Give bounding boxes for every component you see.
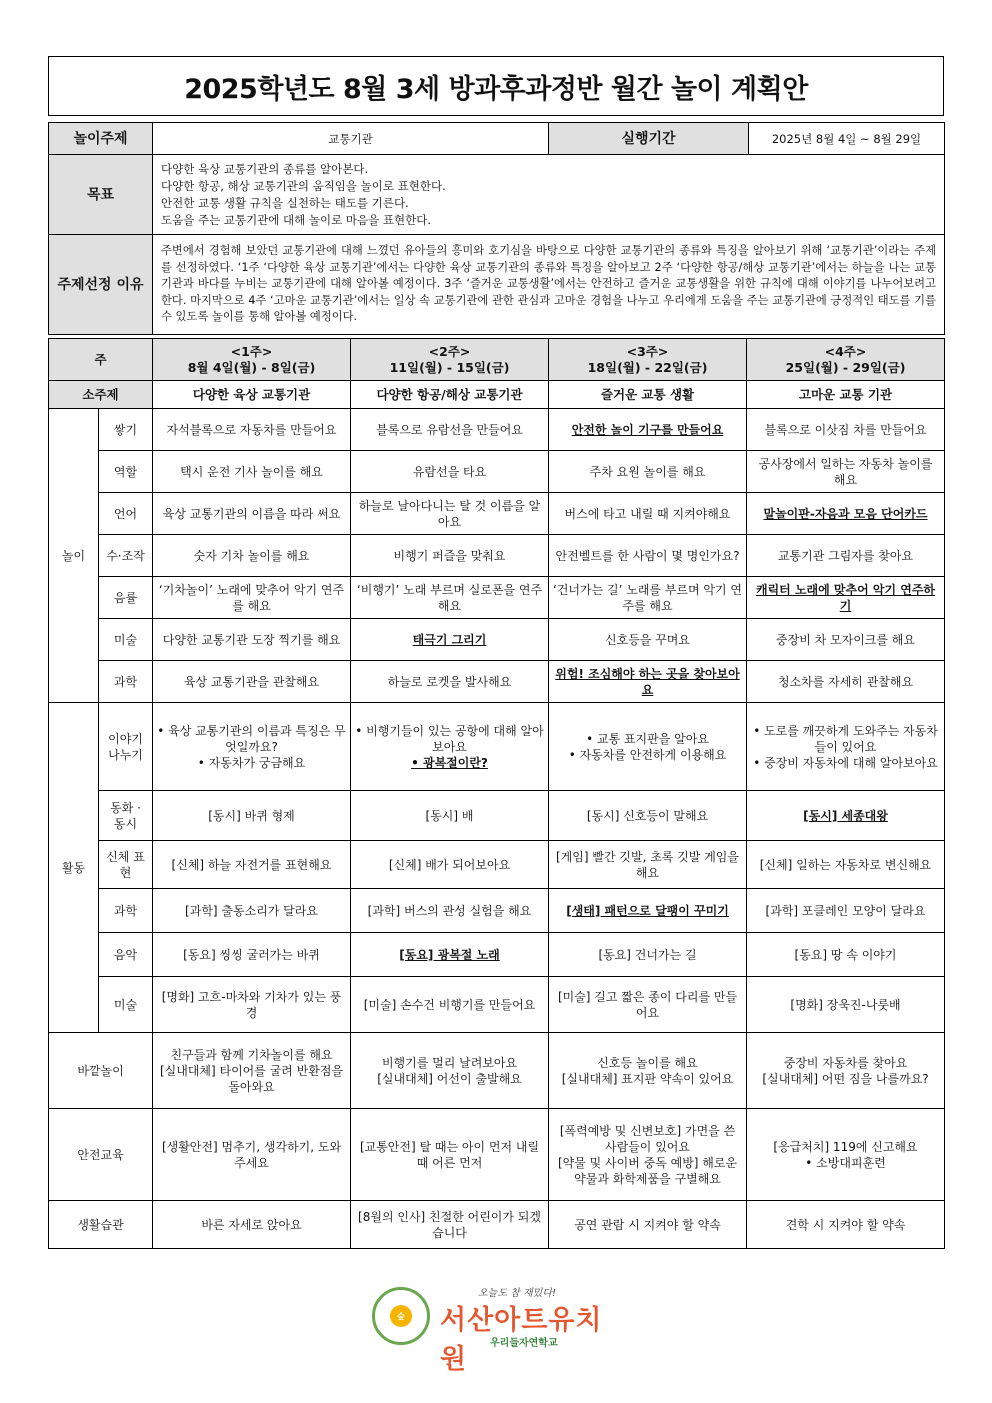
- goal-list: [153, 155, 945, 235]
- activity-cell: [과학] 출동소리가 달라요: [153, 889, 351, 933]
- school-logo: [372, 1278, 620, 1375]
- logo-badge-icon: [372, 1287, 430, 1345]
- table-row: [49, 703, 945, 791]
- activity-area-label: 과학: [99, 889, 153, 933]
- safety-cell: [549, 1109, 747, 1201]
- table-row: [49, 1033, 945, 1109]
- story-cell: [549, 703, 747, 791]
- goal-item: 다양한 항공, 해상 교통기관의 움직임을 놀이로 표현한다.: [161, 178, 446, 193]
- story-label: 이야기 나누기: [99, 703, 153, 791]
- play-area-label: 과학: [99, 661, 153, 703]
- week-header: [351, 339, 549, 381]
- table-row: [49, 535, 945, 577]
- play-cell: 블록으로 이삿짐 차를 만들어요: [747, 409, 945, 451]
- activity-cell: [동시] 배: [351, 791, 549, 841]
- goal-label: 목표: [49, 155, 153, 235]
- activity-cell: [동시] 바퀴 형제: [153, 791, 351, 841]
- play-cell: 비행기 퍼즐을 맞춰요: [351, 535, 549, 577]
- habit-cell: [747, 1201, 945, 1249]
- activity-cell: [미술] 길고 짧은 종이 다리를 만들어요: [549, 977, 747, 1033]
- cell-line: [실내대체] 어떤 짐을 나를까요?: [762, 1071, 929, 1086]
- story-cell: [747, 703, 945, 791]
- cell-line: <1주>: [230, 343, 273, 359]
- cell-line: <2주>: [428, 343, 471, 359]
- play-cell: 유람선을 타요: [351, 451, 549, 493]
- table-row: [49, 339, 945, 381]
- play-cell: 교통기관 그림자를 찾아요: [747, 535, 945, 577]
- cell-line: • 도로를 깨끗하게 도와주는 자동차들이 있어요: [753, 723, 938, 754]
- play-cell: 청소차를 자세히 관찰해요: [747, 661, 945, 703]
- play-cell: 하늘로 날아다니는 탈 것 이름을 알아요: [351, 493, 549, 535]
- goal-item: 도움을 주는 교통기관에 대해 놀이로 마음을 표현한다.: [161, 212, 431, 227]
- outdoor-cell: [153, 1033, 351, 1109]
- cell-line: [약물 및 사이버 중독 예방] 해로운 약물과 화학제품을 구별해요: [557, 1155, 738, 1186]
- habit-cell: [351, 1201, 549, 1249]
- period-label: 실행기간: [549, 123, 749, 155]
- goal-item: 다양한 육상 교통기관의 종류를 알아본다.: [161, 161, 369, 176]
- play-cell: 하늘로 로켓을 발사해요: [351, 661, 549, 703]
- table-row: [49, 381, 945, 409]
- cell-line: [실내대체] 표지판 약속이 있어요: [561, 1071, 734, 1086]
- activity-area-label: 음악: [99, 933, 153, 977]
- play-cell: ‘비행기’ 노래 부르며 실로폰을 연주해요: [351, 577, 549, 619]
- play-cell: 육상 교통기관의 이름을 따라 써요: [153, 493, 351, 535]
- play-cell: 택시 운전 기사 놀이를 해요: [153, 451, 351, 493]
- week-label: 주: [49, 339, 153, 381]
- outdoor-cell: [351, 1033, 549, 1109]
- cell-line: [8월의 인사] 친절한 어린이가 되겠습니다: [358, 1209, 541, 1240]
- table-row: [49, 661, 945, 703]
- activity-area-label: 신체 표현: [99, 841, 153, 889]
- goal-item: 안전한 교통 생활 규칙을 실천하는 태도를 기른다.: [161, 195, 409, 210]
- table-row: [49, 409, 945, 451]
- school-name: 서산아트유치원: [440, 1305, 603, 1375]
- logo-slogan: 오늘도 참 재밌다!: [478, 1288, 556, 1299]
- activity-cell: [동요] 씽씽 굴러가는 바퀴: [153, 933, 351, 977]
- play-cell: 태극기 그리기: [351, 619, 549, 661]
- cell-line: 중장비 자동차를 찾아요: [783, 1055, 908, 1070]
- activity-label: 활동: [49, 703, 99, 1033]
- table-row: [49, 619, 945, 661]
- cell-line: 바른 자세로 앉아요: [201, 1217, 302, 1232]
- safety-cell: [153, 1109, 351, 1201]
- table-row: [49, 493, 945, 535]
- cell-line: [응급처치] 119에 신고해요: [773, 1139, 918, 1154]
- cell-line: [실내대체] 타이어를 굴려 반환점을 돌아와요: [159, 1063, 344, 1094]
- habit-cell: [549, 1201, 747, 1249]
- play-cell: 말놀이판-자음과 모음 단어카드: [747, 493, 945, 535]
- play-cell: ‘건너가는 길’ 노래를 부르며 악기 연주를 해요: [549, 577, 747, 619]
- cell-line: 견학 시 지켜야 할 약속: [785, 1217, 906, 1232]
- table-row: [49, 977, 945, 1033]
- cell-line: 11일(월) - 15일(금): [389, 359, 510, 375]
- play-cell: 숫자 기차 놀이를 해요: [153, 535, 351, 577]
- cell-line: • 자동차가 궁금해요: [197, 755, 306, 770]
- outdoor-label: 바깥놀이: [49, 1033, 153, 1109]
- safety-cell: [747, 1109, 945, 1201]
- play-area-label: 미술: [99, 619, 153, 661]
- cell-line: 비행기를 멀리 날려보아요: [381, 1055, 518, 1070]
- cell-line: 18일(월) - 22일(금): [587, 359, 708, 375]
- play-area-label: 역할: [99, 451, 153, 493]
- schedule-table: [48, 338, 945, 1249]
- period-value: 2025년 8월 4일 ~ 8월 29일: [749, 123, 945, 155]
- play-area-label: 음률: [99, 577, 153, 619]
- theme-label: 놀이주제: [49, 123, 153, 155]
- play-cell: 캐릭터 노래에 맞추어 악기 연주하기: [747, 577, 945, 619]
- play-cell: 주차 요원 놀이를 해요: [549, 451, 747, 493]
- play-label: 놀이: [49, 409, 99, 703]
- table-row: [49, 1109, 945, 1201]
- outdoor-cell: [549, 1033, 747, 1109]
- cell-line: [폭력예방 및 신변보호] 가면을 쓴 사람들이 있어요: [559, 1123, 736, 1154]
- table-row: [49, 933, 945, 977]
- play-area-label: 언어: [99, 493, 153, 535]
- table-row: [49, 791, 945, 841]
- cell-line: • 자동차를 안전하게 이용해요: [568, 747, 727, 762]
- table-row: [49, 841, 945, 889]
- play-cell: 공사장에서 일하는 자동차 놀이를 해요: [747, 451, 945, 493]
- activity-cell: [동시] 세종대왕: [747, 791, 945, 841]
- title-box: [48, 56, 944, 116]
- activity-cell: [명화] 고흐-마차와 기차가 있는 풍경: [153, 977, 351, 1033]
- activity-cell: [동요] 건너가는 길: [549, 933, 747, 977]
- cell-line: [실내대체] 어선이 출발해요: [377, 1071, 522, 1086]
- week-header: [549, 339, 747, 381]
- play-cell: ‘기차놀이’ 노래에 맞추어 악기 연주를 해요: [153, 577, 351, 619]
- play-cell: 중장비 차 모자이크를 해요: [747, 619, 945, 661]
- subtopic-cell: 고마운 교통 기관: [747, 381, 945, 409]
- cell-line: 신호등 놀이를 해요: [597, 1055, 698, 1070]
- activity-cell: [명화] 장욱진-나룻배: [747, 977, 945, 1033]
- school-subname: 우리들자연학교: [490, 1338, 558, 1349]
- activity-cell: [신체] 배가 되어보아요: [351, 841, 549, 889]
- activity-area-label: 미술: [99, 977, 153, 1033]
- activity-cell: [동요] 광복절 노래: [351, 933, 549, 977]
- badge-text: 숲: [390, 1305, 412, 1327]
- play-cell: 다양한 교통기관 도장 찍기를 해요: [153, 619, 351, 661]
- cell-line: [교통안전] 탈 때는 아이 먼저 내릴 때 어른 먼저: [359, 1139, 540, 1170]
- week-header: [153, 339, 351, 381]
- play-area-label: 수·조작: [99, 535, 153, 577]
- play-cell: 안전벨트를 한 사람이 몇 명인가요?: [549, 535, 747, 577]
- play-area-label: 쌓기: [99, 409, 153, 451]
- cell-line: • 육상 교통기관의 이름과 특징은 무엇일까요?: [157, 723, 346, 754]
- table-row: [49, 1201, 945, 1249]
- activity-cell: [과학] 버스의 관성 실험을 해요: [351, 889, 549, 933]
- cell-line: • 광복절이란?: [411, 755, 488, 770]
- subtopic-cell: 즐거운 교통 생활: [549, 381, 747, 409]
- cell-line: • 소방대피훈련: [805, 1155, 886, 1170]
- reason-label: 주제선정 이유: [49, 235, 153, 335]
- play-cell: 신호등을 꾸며요: [549, 619, 747, 661]
- subtopic-cell: 다양한 항공/해상 교통기관: [351, 381, 549, 409]
- outdoor-cell: [747, 1033, 945, 1109]
- play-cell: 육상 교통기관을 관찰해요: [153, 661, 351, 703]
- cell-line: • 중장비 자동차에 대해 알아보아요: [753, 755, 938, 770]
- activity-cell: [동시] 신호등이 말해요: [549, 791, 747, 841]
- story-cell: [153, 703, 351, 791]
- week-header: [747, 339, 945, 381]
- table-row: [49, 451, 945, 493]
- safety-cell: [351, 1109, 549, 1201]
- play-cell: 버스에 타고 내릴 때 지켜야해요: [549, 493, 747, 535]
- cell-line: 공연 관람 시 지켜야 할 약속: [574, 1217, 721, 1232]
- info-table: [48, 122, 945, 335]
- play-cell: 안전한 놀이 기구를 만들어요: [549, 409, 747, 451]
- safety-label: 안전교육: [49, 1109, 153, 1201]
- theme-value: 교통기관: [153, 123, 549, 155]
- play-cell: 블록으로 유람선을 만들어요: [351, 409, 549, 451]
- cell-line: [생활안전] 멈추기, 생각하기, 도와주세요: [161, 1139, 342, 1170]
- activity-cell: [게임] 빨간 깃발, 초록 깃발 게임을 해요: [549, 841, 747, 889]
- activity-cell: [신체] 일하는 자동차로 변신해요: [747, 841, 945, 889]
- activity-cell: [동요] 땅 속 이야기: [747, 933, 945, 977]
- activity-cell: [생태] 패턴으로 달팽이 꾸미기: [549, 889, 747, 933]
- table-row: [49, 889, 945, 933]
- activity-cell: [미술] 손수건 비행기를 만들어요: [351, 977, 549, 1033]
- page-title: 2025학년도 8월 3세 방과후과정반 월간 놀이 계획안: [184, 73, 808, 105]
- cell-line: • 비행기들이 있는 공항에 대해 알아보아요: [355, 723, 544, 754]
- subtopic-label: 소주제: [49, 381, 153, 409]
- cell-line: 친구들과 함께 기차놀이를 해요: [170, 1047, 333, 1062]
- table-row: [49, 577, 945, 619]
- cell-line: <3주>: [626, 343, 669, 359]
- activity-cell: [과학] 포클레인 모양이 달라요: [747, 889, 945, 933]
- cell-line: • 교통 표지판을 알아요: [586, 731, 709, 746]
- story-cell: [351, 703, 549, 791]
- reason-text: 주변에서 경험해 보았던 교통기관에 대해 느꼈던 유아들의 흥미와 호기심을 바탕으로 다양한 교통기관의 종류와 특징을 알아보기 위해 ‘교통기관’이라는 주제를 선정하였다. ‘1주 ‘다양한 육상 교통기관’에서는 다양한 육상 교통기관의 종류와 특징을 알아보고 2주 ‘다양한 항공/해상 교통기관’에서는 하늘을 나는 교통기관과 바다를 누비는 교통기관에 대해 알아볼 예정이다. 3주 ‘즐거운 교통생활’에서는 안전하고 즐거운 교통생활을 위한 규칙에 대해 이야기를 나누어보려고 한다. 마지막으로 4주 ‘고마운 교통기관’에서는 일상 속 교통기관에 관한 관심과 고마운 경험을 나누고 우리에게 도움을 주는 교통기관에 긍정적인 태도를 기를 수 있도록 놀이를 통해 알아볼 예정이다.: [153, 235, 945, 335]
- habit-cell: [153, 1201, 351, 1249]
- play-cell: 자석블록으로 자동차를 만들어요: [153, 409, 351, 451]
- activity-cell: [신체] 하늘 자전거를 표현해요: [153, 841, 351, 889]
- activity-area-label: 동화 · 동시: [99, 791, 153, 841]
- cell-line: 8월 4일(월) - 8일(금): [187, 359, 316, 375]
- cell-line: <4주>: [824, 343, 867, 359]
- subtopic-cell: 다양한 육상 교통기관: [153, 381, 351, 409]
- habit-label: 생활습관: [49, 1201, 153, 1249]
- play-cell: 위험! 조심해야 하는 곳을 찾아보아요: [549, 661, 747, 703]
- cell-line: 25일(월) - 29일(금): [785, 359, 906, 375]
